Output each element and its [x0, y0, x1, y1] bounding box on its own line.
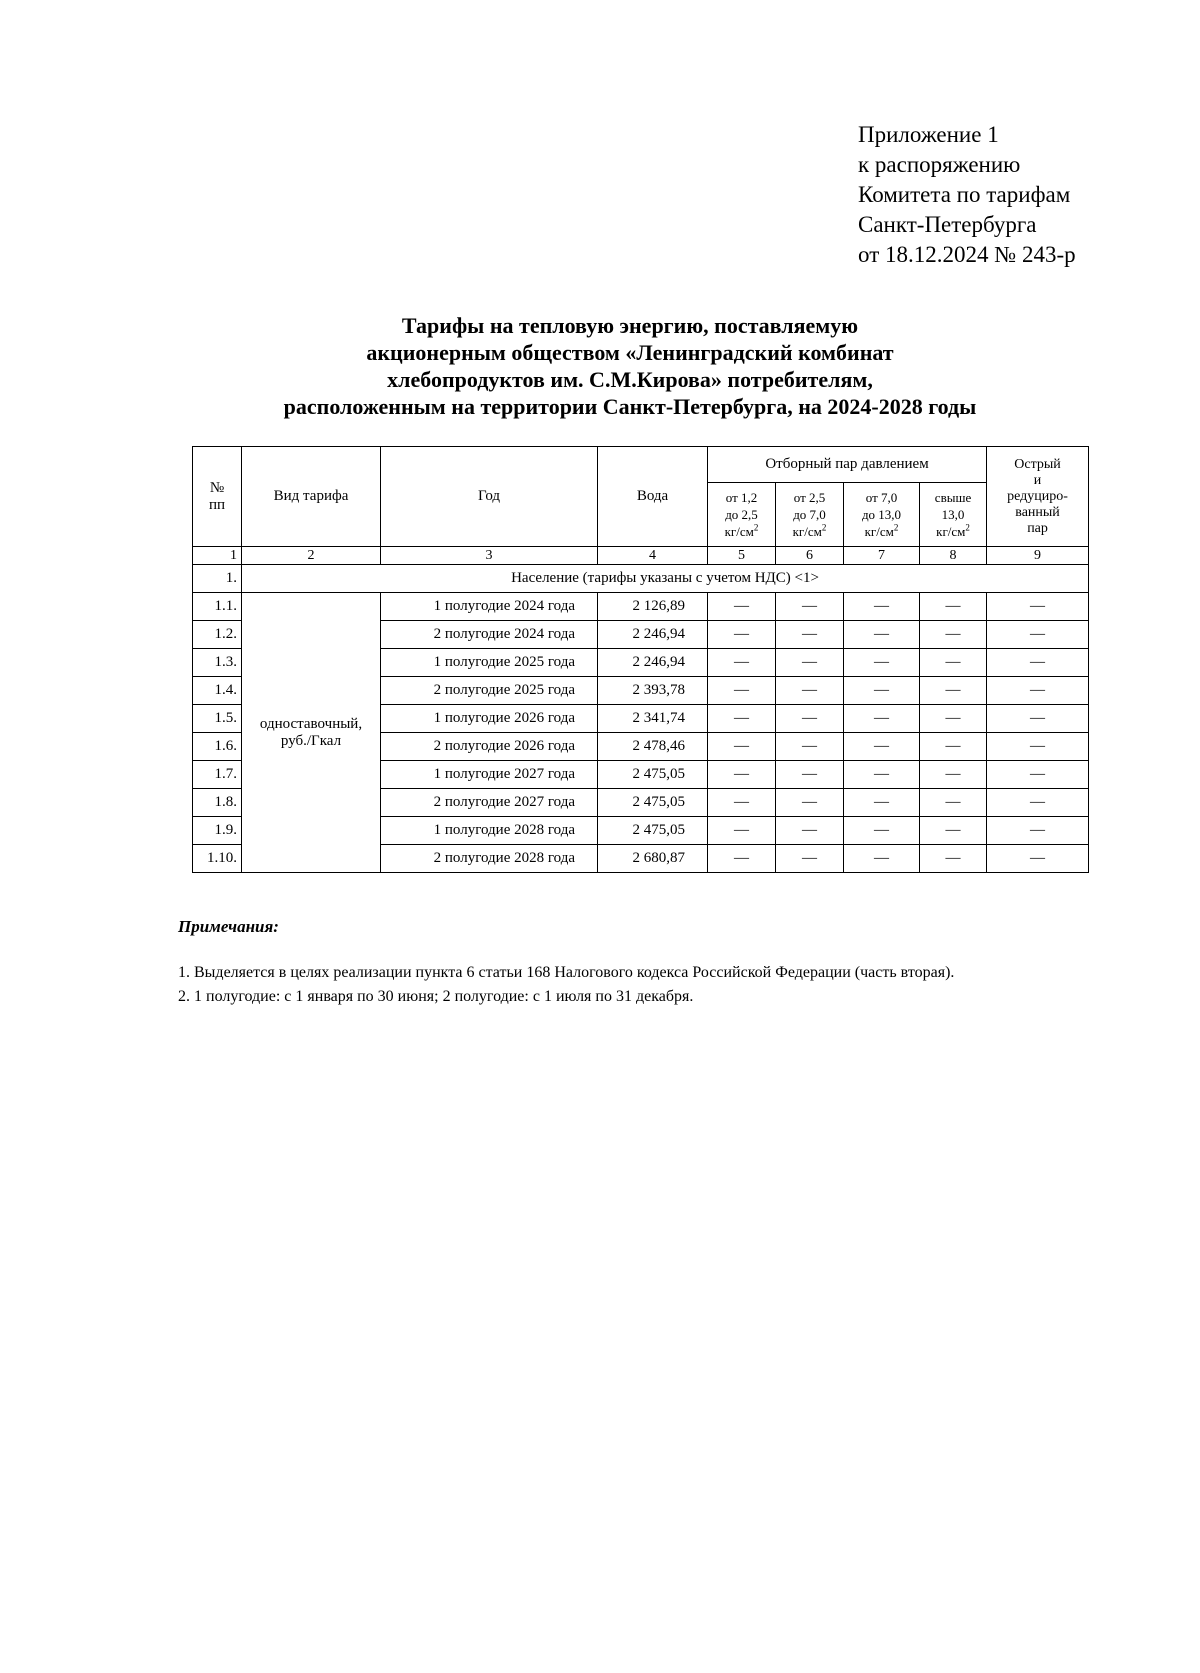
row-number: 1.3.: [193, 649, 242, 677]
appendix-header: [858, 120, 1076, 270]
dash-cell: —: [776, 621, 844, 649]
column-number: 8: [920, 547, 987, 565]
note-item: 2. 1 полугодие: с 1 января по 30 июня; 2 полугодие: с 1 июля по 31 декабря.: [178, 988, 694, 1005]
row-number: 1.1.: [193, 593, 242, 621]
header-pressure-3: от 7,0 до 13,0 $кг/см^2$: [844, 483, 920, 547]
dash-cell: —: [844, 789, 920, 817]
notes-list: [178, 961, 954, 1009]
title-line: расположенным на территории Санкт-Петербурга, на 2024-2028 годы: [283, 394, 977, 419]
row-number: 1.7.: [193, 761, 242, 789]
water-tariff-cell: 2 246,94: [598, 621, 708, 649]
dash-cell: —: [844, 761, 920, 789]
notes-title: Примечания:: [178, 917, 279, 936]
table-row: [193, 593, 1089, 621]
dash-cell: —: [708, 649, 776, 677]
water-tariff-cell: 2 475,05: [598, 817, 708, 845]
header-pressure-2: от 2,5 до 7,0 $кг/см^2$: [776, 483, 844, 547]
dash-cell: —: [987, 789, 1089, 817]
header-tariff-type: Вид тарифа: [242, 447, 381, 547]
water-tariff-cell: 2 393,78: [598, 677, 708, 705]
title-line: Тарифы на тепловую энергию, поставляемую: [401, 313, 859, 338]
period-cell: 2 полугодие 2028 года: [381, 845, 598, 873]
dash-cell: —: [844, 593, 920, 621]
dash-cell: —: [844, 621, 920, 649]
period-cell: 1 полугодие 2028 года: [381, 817, 598, 845]
water-tariff-cell: 2 680,87: [598, 845, 708, 873]
dash-cell: —: [776, 677, 844, 705]
dash-cell: —: [708, 817, 776, 845]
dash-cell: —: [776, 733, 844, 761]
section-row: [193, 565, 1089, 593]
tariff-type-line: одноставочный,: [259, 715, 363, 732]
column-number: 2: [242, 547, 381, 565]
column-number-row: [193, 547, 1089, 565]
column-number: 9: [987, 547, 1089, 565]
header-pressure-4: свыше 13,0 $кг/см^2$: [920, 483, 987, 547]
appendix-line: Комитета по тарифам: [858, 182, 1071, 207]
tariff-type-line: руб./Гкал: [280, 732, 342, 749]
header-no: № пп: [193, 447, 242, 547]
column-number: 7: [844, 547, 920, 565]
dash-cell: —: [708, 761, 776, 789]
dash-cell: —: [776, 705, 844, 733]
dash-cell: —: [920, 789, 987, 817]
row-number: 1.5.: [193, 705, 242, 733]
water-tariff-cell: 2 246,94: [598, 649, 708, 677]
dash-cell: —: [920, 649, 987, 677]
header-steam-group: Отборный пар давлением: [708, 447, 987, 483]
period-cell: 2 полугодие 2026 года: [381, 733, 598, 761]
header-year: Год: [381, 447, 598, 547]
row-number: 1.9.: [193, 817, 242, 845]
column-number: 1: [193, 547, 242, 565]
dash-cell: —: [708, 677, 776, 705]
header-pressure-1: от 1,2 до 2,5 $кг/см^2$: [708, 483, 776, 547]
dash-cell: —: [987, 705, 1089, 733]
dash-cell: —: [920, 621, 987, 649]
section-number: 1.: [193, 565, 242, 593]
dash-cell: —: [844, 845, 920, 873]
water-tariff-cell: 2 478,46: [598, 733, 708, 761]
dash-cell: —: [987, 677, 1089, 705]
dash-cell: —: [920, 677, 987, 705]
period-cell: 2 полугодие 2024 года: [381, 621, 598, 649]
period-cell: 1 полугодие 2027 года: [381, 761, 598, 789]
dash-cell: —: [776, 789, 844, 817]
dash-cell: —: [987, 593, 1089, 621]
tariff-type-cell: [242, 593, 381, 873]
period-cell: 2 полугодие 2025 года: [381, 677, 598, 705]
title-line: хлебопродуктов им. С.М.Кирова» потребителям,: [387, 367, 873, 392]
dash-cell: —: [844, 649, 920, 677]
row-number: 1.10.: [193, 845, 242, 873]
dash-cell: —: [776, 845, 844, 873]
dash-cell: —: [987, 817, 1089, 845]
dash-cell: —: [776, 649, 844, 677]
section-label: Население (тарифы указаны с учетом НДС) <1>: [242, 565, 1089, 593]
dash-cell: —: [987, 733, 1089, 761]
dash-cell: —: [776, 593, 844, 621]
column-number: 5: [708, 547, 776, 565]
dash-cell: —: [920, 705, 987, 733]
title-line: акционерным обществом «Ленинградский комбинат: [366, 340, 894, 365]
period-cell: 1 полугодие 2024 года: [381, 593, 598, 621]
appendix-line: Приложение 1: [858, 122, 999, 147]
water-tariff-cell: 2 126,89: [598, 593, 708, 621]
appendix-line: к распоряжению: [858, 152, 1021, 177]
dash-cell: —: [920, 761, 987, 789]
note-item: 1. Выделяется в целях реализации пункта 6 статьи 168 Налогового кодекса Российской Федерации (часть вторая).: [178, 964, 955, 981]
dash-cell: —: [987, 761, 1089, 789]
dash-cell: —: [844, 817, 920, 845]
dash-cell: —: [920, 733, 987, 761]
dash-cell: —: [708, 789, 776, 817]
dash-cell: —: [776, 761, 844, 789]
dash-cell: —: [987, 649, 1089, 677]
column-number: 4: [598, 547, 708, 565]
column-number: 3: [381, 547, 598, 565]
table-body: [193, 593, 1089, 873]
period-cell: 1 полугодие 2025 года: [381, 649, 598, 677]
dash-cell: —: [987, 845, 1089, 873]
tariff-table: [192, 446, 1089, 873]
dash-cell: —: [708, 593, 776, 621]
dash-cell: —: [844, 677, 920, 705]
header-water: Вода: [598, 447, 708, 547]
dash-cell: —: [920, 817, 987, 845]
water-tariff-cell: 2 475,05: [598, 761, 708, 789]
dash-cell: —: [708, 845, 776, 873]
water-tariff-cell: 2 475,05: [598, 789, 708, 817]
dash-cell: —: [708, 705, 776, 733]
period-cell: 2 полугодие 2027 года: [381, 789, 598, 817]
header-sharp-steam: Острый и редуциро- ванный пар: [987, 447, 1089, 547]
column-number: 6: [776, 547, 844, 565]
period-cell: 1 полугодие 2026 года: [381, 705, 598, 733]
dash-cell: —: [708, 733, 776, 761]
row-number: 1.2.: [193, 621, 242, 649]
dash-cell: —: [920, 845, 987, 873]
dash-cell: —: [920, 593, 987, 621]
appendix-line: Санкт-Петербурга: [858, 212, 1037, 237]
row-number: 1.8.: [193, 789, 242, 817]
water-tariff-cell: 2 341,74: [598, 705, 708, 733]
dash-cell: —: [708, 621, 776, 649]
document-title: [150, 312, 1110, 420]
dash-cell: —: [987, 621, 1089, 649]
dash-cell: —: [844, 705, 920, 733]
row-number: 1.6.: [193, 733, 242, 761]
appendix-line: от 18.12.2024 № 243-р: [858, 242, 1076, 267]
dash-cell: —: [844, 733, 920, 761]
row-number: 1.4.: [193, 677, 242, 705]
dash-cell: —: [776, 817, 844, 845]
header-row: [193, 447, 1089, 483]
